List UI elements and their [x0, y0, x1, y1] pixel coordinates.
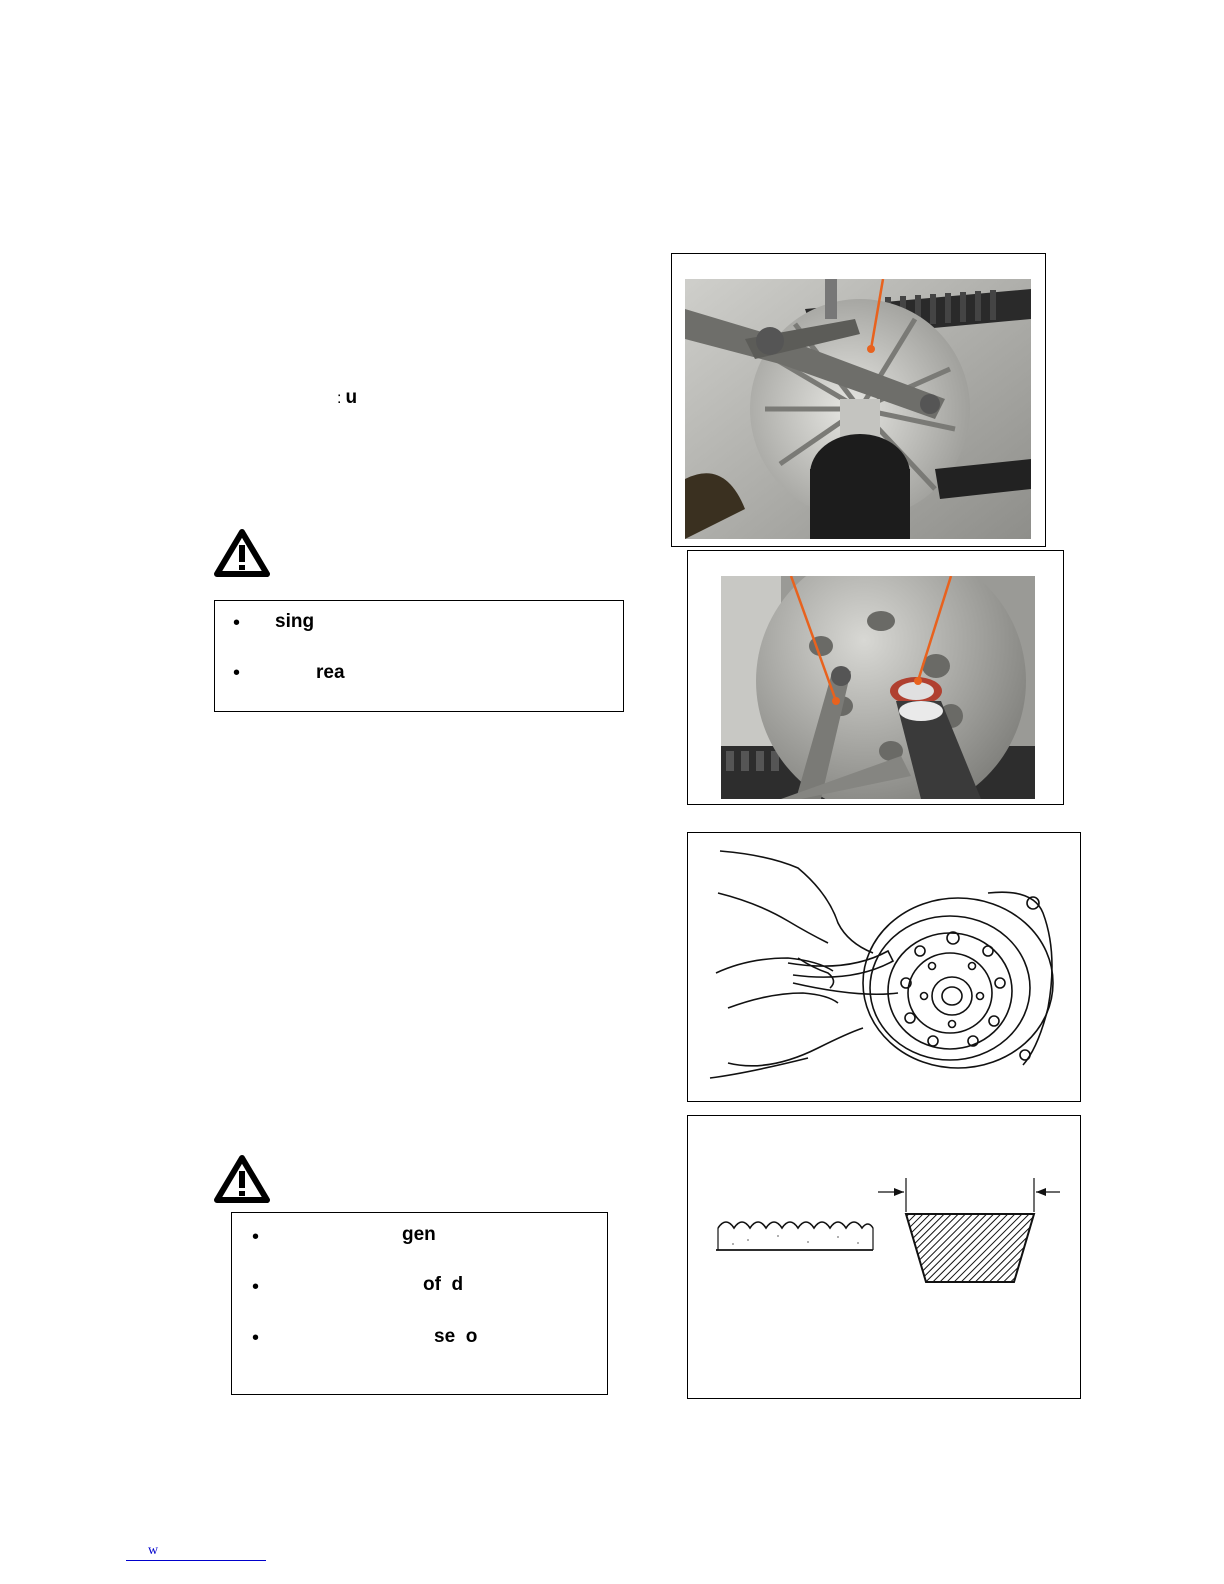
warning-triangle-icon: [214, 528, 270, 578]
note-item-2: rea: [316, 662, 345, 683]
footer-link[interactable]: [126, 1543, 266, 1561]
bullet: •: [252, 1327, 260, 1349]
text-fragment: [337, 387, 357, 409]
note-item-3: se o: [434, 1326, 478, 1347]
bullet: •: [233, 662, 241, 684]
figure-pulley-holder-photo: [671, 253, 1046, 547]
caution-note-box-1: [214, 600, 624, 712]
figure-clutch-outer-photo: [687, 550, 1064, 805]
photo-clutch-outer: [721, 576, 1035, 799]
figure-belt-width-drawing: [687, 1115, 1081, 1399]
warning-triangle-icon: [214, 1154, 270, 1204]
fragment-u: u: [345, 387, 358, 408]
drawing-belt-section: [688, 1116, 1080, 1398]
drawing-belt-removal: [688, 833, 1080, 1101]
bullet: •: [233, 612, 241, 634]
note-item-2: of d: [423, 1274, 464, 1295]
note-item-1: sing: [275, 611, 315, 632]
colon-mark: :: [337, 390, 342, 407]
caution-note-box-2: [231, 1212, 608, 1395]
bullet: •: [252, 1276, 260, 1298]
photo-drive-pulley: [685, 279, 1031, 539]
figure-belt-removal-drawing: [687, 832, 1081, 1102]
bullet: •: [252, 1226, 260, 1248]
footer-link-text[interactable]: w: [148, 1543, 159, 1558]
note-item-1: gen: [402, 1224, 436, 1245]
